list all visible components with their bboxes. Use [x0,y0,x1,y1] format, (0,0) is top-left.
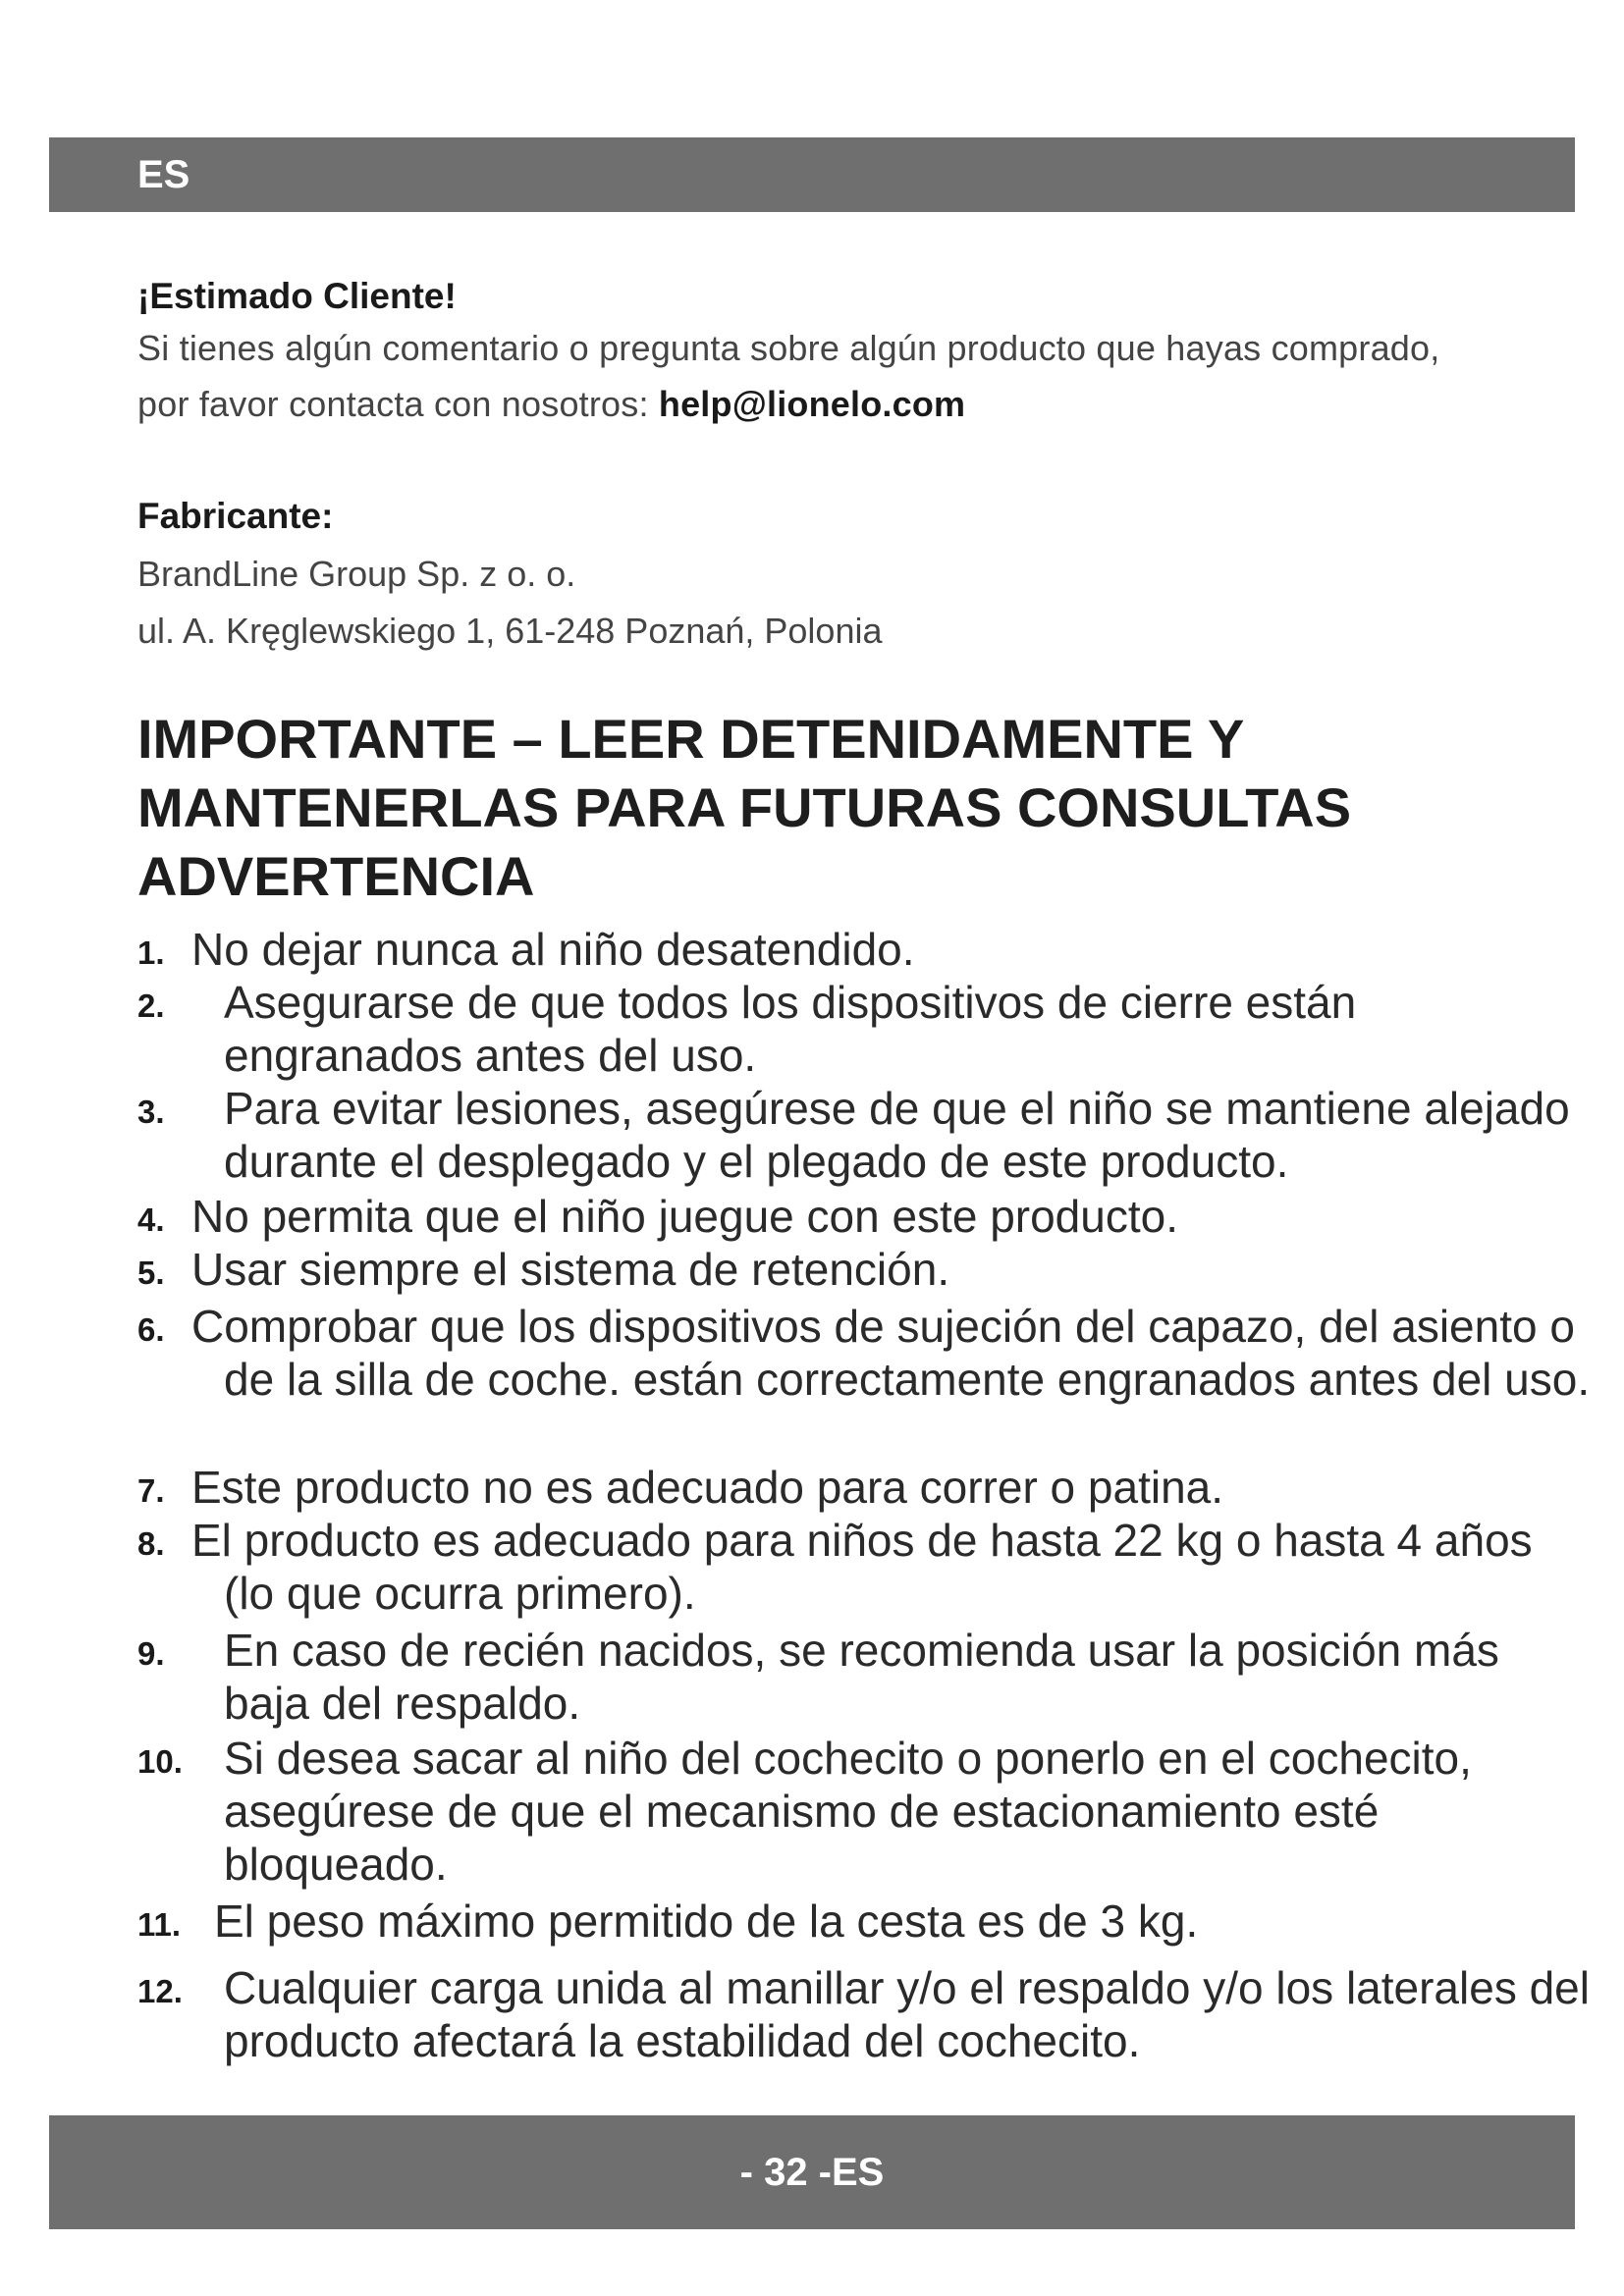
warning-number: 1. [137,934,165,971]
warning-text: Si desea sacar al niño del cochecito o ponerlo en el cochecito, asegúrese de que el mecanismo de estacionamiento esté bloqueado. [224,1733,1472,1890]
warning-text: Para evitar lesiones, asegúrese de que el niño se mantiene alejado durante el desplegado y el plegado de este producto. [224,1083,1570,1187]
warning-item-5 [137,1243,1591,1300]
heading-line-1: IMPORTANTE – LEER DETENIDAMENTE Y [137,708,1245,770]
manufacturer-address: ul. A. Kręglewskiego 1, 61-248 Poznań, Polonia [137,611,883,651]
warning-item-11 [137,1895,1591,1961]
contact-line-2-prefix: por favor contacta con nosotros: [137,384,659,424]
contact-section [137,273,1571,432]
warning-number: 5. [137,1255,165,1291]
warning-item-1 [137,923,1591,976]
warning-number: 6. [137,1311,165,1348]
warning-item-10 [137,1732,1591,1895]
warning-number: 9. [137,1635,165,1672]
header-bar [49,137,1575,212]
warning-text: El producto es adecuado para niños de hasta 22 kg o hasta 4 años (lo que ocurra primero). [191,1515,1533,1619]
warning-number: 3. [137,1094,165,1130]
warning-text: Cualquier carga unida al manillar y/o el respaldo y/o los laterales del producto afectará la estabilidad del cochecito. [224,1962,1590,2066]
warning-text: Este producto no es adecuado para correr o patina. [191,1462,1224,1513]
warning-text: Asegurarse de que todos los dispositivos de cierre están engranados antes del uso. [224,977,1357,1081]
warning-text: Usar siempre el sistema de retención. [191,1244,950,1295]
contact-line-2 [137,376,1571,432]
warning-text: No dejar nunca al niño desatendido. [191,924,915,975]
page-number: - 32 -ES [739,2151,885,2194]
warning-text: Comprobar que los dispositivos de sujeción del capazo, del asiento o de la silla de coche. están correctamente engranados antes del uso. [191,1301,1591,1405]
warning-number: 8. [137,1525,165,1562]
footer-bar [49,2115,1575,2229]
manufacturer-label: Fabricante: [137,496,334,536]
warning-text: En caso de recién nacidos, se recomienda usar la posición más baja del respaldo. [224,1625,1499,1729]
warning-item-9 [137,1624,1591,1732]
warning-heading [137,705,1581,911]
warning-item-12 [137,1961,1591,2067]
contact-greeting: ¡Estimado Cliente! [137,276,457,316]
heading-line-2: MANTENERLAS PARA FUTURAS CONSULTAS [137,776,1352,838]
manufacturer-section [137,493,1571,660]
language-label: ES [137,153,190,196]
warning-number: 4. [137,1201,165,1238]
warning-text: El peso máximo permitido de la cesta es de 3 kg. [214,1896,1199,1947]
warning-item-2 [137,976,1591,1082]
heading-line-3: ADVERTENCIA [137,845,535,907]
manufacturer-name: BrandLine Group Sp. z o. o. [137,554,576,594]
contact-line-1: Si tienes algún comentario o pregunta sobre algún producto que hayas comprado, [137,328,1440,368]
warning-list [137,923,1591,2067]
warning-number: 11. [137,1906,182,1943]
warning-text: No permita que el niño juegue con este producto. [191,1191,1178,1242]
warning-item-6 [137,1300,1591,1461]
warning-number: 7. [137,1472,165,1509]
warning-item-3 [137,1082,1591,1190]
warning-item-8 [137,1514,1591,1624]
contact-email: help@lionelo.com [658,384,966,424]
warning-number: 2. [137,988,165,1024]
warning-number: 10. [137,1743,183,1780]
warning-item-4 [137,1190,1591,1243]
warning-item-7 [137,1461,1591,1514]
warning-number: 12. [137,1973,183,2009]
